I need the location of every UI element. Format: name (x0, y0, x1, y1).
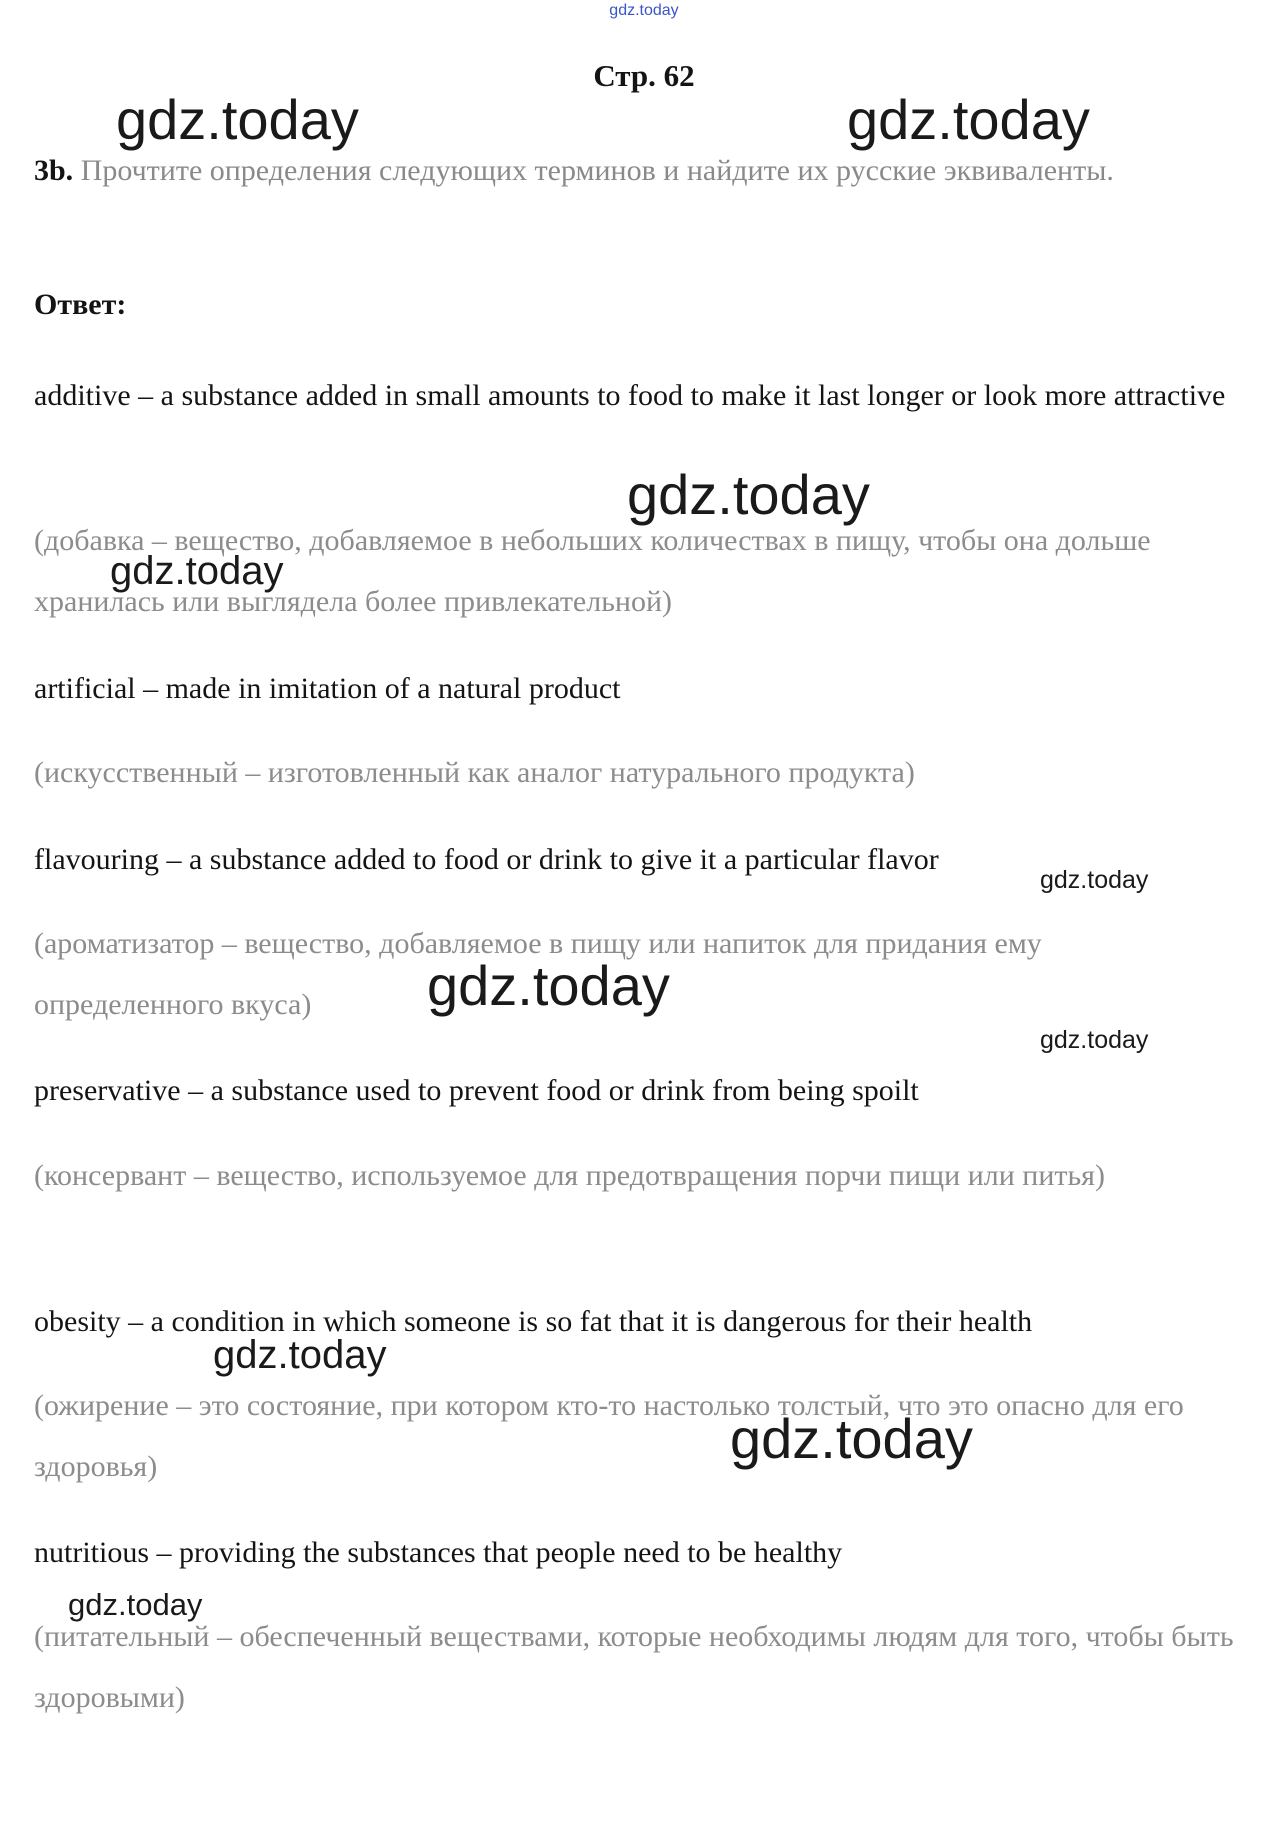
term-flavouring-definition: flavouring – a substance added to food or drink to give it a particular flavor (34, 843, 939, 876)
watermark: gdz.today (68, 1587, 203, 1622)
watermark: gdz.today (110, 549, 284, 593)
term-nutritious-translation: (питательный – обеспеченный веществами, которые необходимы людям для того, чтобы быть здоровыми) (34, 1620, 1234, 1714)
site-mark: gdz.today (609, 2, 679, 19)
term-artificial-definition: artificial – made in imitation of a natural product (34, 672, 621, 705)
watermark: gdz.today (627, 463, 870, 526)
watermark: gdz.today (730, 1407, 973, 1470)
term-preservative-definition: preservative – a substance used to prevent food or drink from being spoilt (34, 1074, 919, 1107)
task-number: 3b. (34, 154, 74, 187)
watermark: gdz.today (847, 88, 1090, 151)
term-preservative-translation: (консервант – вещество, используемое для предотвращения порчи пищи или питья) (34, 1159, 1105, 1192)
page-number: Стр. 62 (593, 58, 695, 93)
term-additive-translation: (добавка – вещество, добавляемое в небольших количествах в пищу, чтобы она дольше хранилась или выглядела более привлекательной) (34, 524, 1151, 618)
term-flavouring-translation: (ароматизатор – вещество, добавляемое в пищу или напиток для придания ему определенного вкуса) (34, 927, 1042, 1021)
term-obesity-translation: (ожирение – это состояние, при котором кто-то настолько толстый, что это опасно для его здоровья) (34, 1389, 1184, 1483)
term-obesity-definition: obesity – a condition in which someone is so fat that it is dangerous for their health (34, 1305, 1033, 1338)
term-nutritious-definition: nutritious – providing the substances that people need to be healthy (34, 1536, 843, 1569)
answer-label: Ответ: (34, 288, 127, 321)
watermark: gdz.today (1040, 1026, 1149, 1054)
task-instruction: Прочтите определения следующих терминов и найдите их русские эквиваленты. (80, 154, 1114, 187)
watermark: gdz.today (116, 88, 359, 151)
term-additive-definition: additive – a substance added in small amounts to food to make it last longer or look more attractive (34, 379, 1226, 412)
watermark: gdz.today (427, 954, 670, 1017)
watermark: gdz.today (1040, 866, 1149, 894)
term-artificial-translation: (искусственный – изготовленный как аналог натурального продукта) (34, 756, 915, 789)
watermark: gdz.today (213, 1333, 387, 1377)
